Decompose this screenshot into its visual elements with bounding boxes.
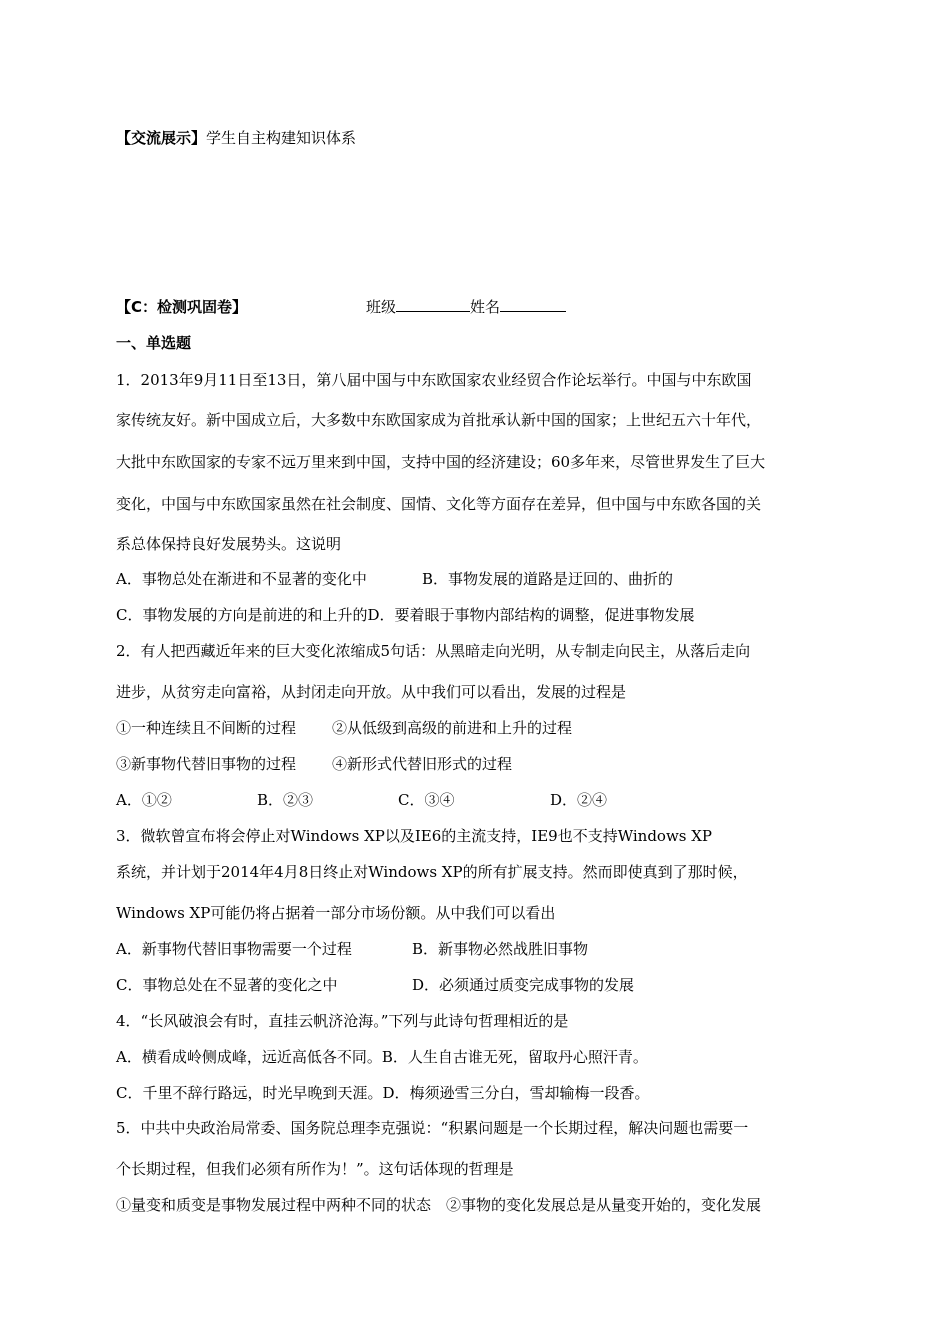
q1-line-1: 1．2013年9月11日至13日，第八届中国与中东欧国家农业经贸合作论坛举行。中国与中东欧国 [116, 371, 752, 389]
q1-option-c: C．事物发展的方向是前进的和上升的 [116, 606, 368, 624]
student-info [366, 297, 566, 317]
q2-items-34 [116, 754, 512, 774]
section-title: 一、单选题 [116, 334, 192, 352]
q2-item-1: ①一种连续且不间断的过程 [116, 719, 297, 737]
q2-line-1: 2．有人把西藏近年来的巨大变化浓缩成5句话：从黑暗走向光明，从专制走向民主，从落后走向 [116, 642, 751, 660]
q2-items-12 [116, 718, 572, 738]
q3-option-d: D．必须通过质变完成事物的发展 [412, 976, 635, 994]
q2-option-b: B．②③ [257, 791, 314, 809]
q4-options-ab: A．横看成岭侧成峰，远近高低各不同。B．人生自古谁无死，留取丹心照汗青。 [116, 1048, 648, 1066]
q1-line-2: 家传统友好。新中国成立后，大多数中东欧国家成为首批承认新中国的国家；上世纪五六十年代， [116, 411, 762, 429]
q4-line: 4．“长风破浪会有时，直挂云帆济沧海。”下列与此诗句哲理相近的是 [116, 1012, 569, 1030]
q3-line-3: Windows XP可能仍将占据着一部分市场份额。从中我们可以看出 [116, 904, 556, 922]
q3-option-b: B．新事物必然战胜旧事物 [412, 940, 589, 958]
q4-options-cd: C．千里不辞行路远，时光早晚到天涯。D．梅须逊雪三分白，雪却输梅一段香。 [116, 1084, 650, 1102]
q3-line-1: 3．微软曾宣布将会停止对Windows XP以及IE6的主流支持，IE9也不支持Windows XP [116, 827, 713, 845]
q3-option-a: A．新事物代替旧事物需要一个过程 [116, 940, 352, 958]
exchange-text: 学生自主构建知识体系 [206, 129, 357, 147]
q1-option-d: D．要着眼于事物内部结构的调整，促进事物发展 [367, 606, 695, 624]
test-header [116, 297, 247, 317]
q3-line-2: 系统，并计划于2014年4月8日终止对Windows XP的所有扩展支持。然而即使真到了那时候， [116, 863, 748, 881]
q1-options-cd [116, 605, 695, 625]
q1-options-ab [116, 569, 673, 589]
q2-options [116, 790, 607, 810]
q3-options-cd [116, 975, 634, 995]
q2-item-2: ②从低级到高级的前进和上升的过程 [332, 719, 573, 737]
q5-line-3: ①量变和质变是事物发展过程中两种不同的状态 ②事物的变化发展总是从量变开始的，变化发展 [116, 1196, 762, 1214]
q1-option-a: A．事物总处在渐进和不显著的变化中 [116, 570, 367, 588]
exchange-heading [116, 128, 356, 148]
q2-option-c: C．③④ [398, 791, 455, 809]
q1-line-3: 大批中东欧国家的专家不远万里来到中国，支持中国的经济建设；60多年来，尽管世界发生了巨大 [116, 453, 766, 471]
q2-item-3: ③新事物代替旧事物的过程 [116, 755, 297, 773]
q2-line-2: 进步，从贫穷走向富裕，从封闭走向开放。从中我们可以看出，发展的过程是 [116, 683, 627, 701]
class-blank[interactable] [396, 297, 470, 312]
q1-option-b: B．事物发展的道路是迂回的、曲折的 [422, 570, 674, 588]
name-blank[interactable] [500, 297, 566, 312]
q5-line-1: 5．中共中央政治局常委、国务院总理李克强说：“积累问题是一个长期过程，解决问题也需要一 [116, 1119, 749, 1137]
q2-option-d: D．②④ [550, 791, 608, 809]
name-label: 姓名 [470, 298, 501, 316]
q1-line-5: 系总体保持良好发展势头。这说明 [116, 535, 342, 553]
q2-option-a: A．①② [116, 791, 172, 809]
q1-line-4: 变化，中国与中东欧国家虽然在社会制度、国情、文化等方面存在差异，但中国与中东欧各国的关 [116, 495, 762, 513]
q3-options-ab [116, 939, 588, 959]
class-label: 班级 [366, 298, 397, 316]
q3-option-c: C．事物总处在不显著的变化之中 [116, 976, 338, 994]
q2-item-4: ④新形式代替旧形式的过程 [332, 755, 513, 773]
q5-line-2: 个长期过程，但我们必须有所作为！”。这句话体现的哲理是 [116, 1160, 514, 1178]
exchange-label: 【交流展示】 [116, 129, 207, 147]
test-title: 【C：检测巩固卷】 [116, 298, 248, 316]
